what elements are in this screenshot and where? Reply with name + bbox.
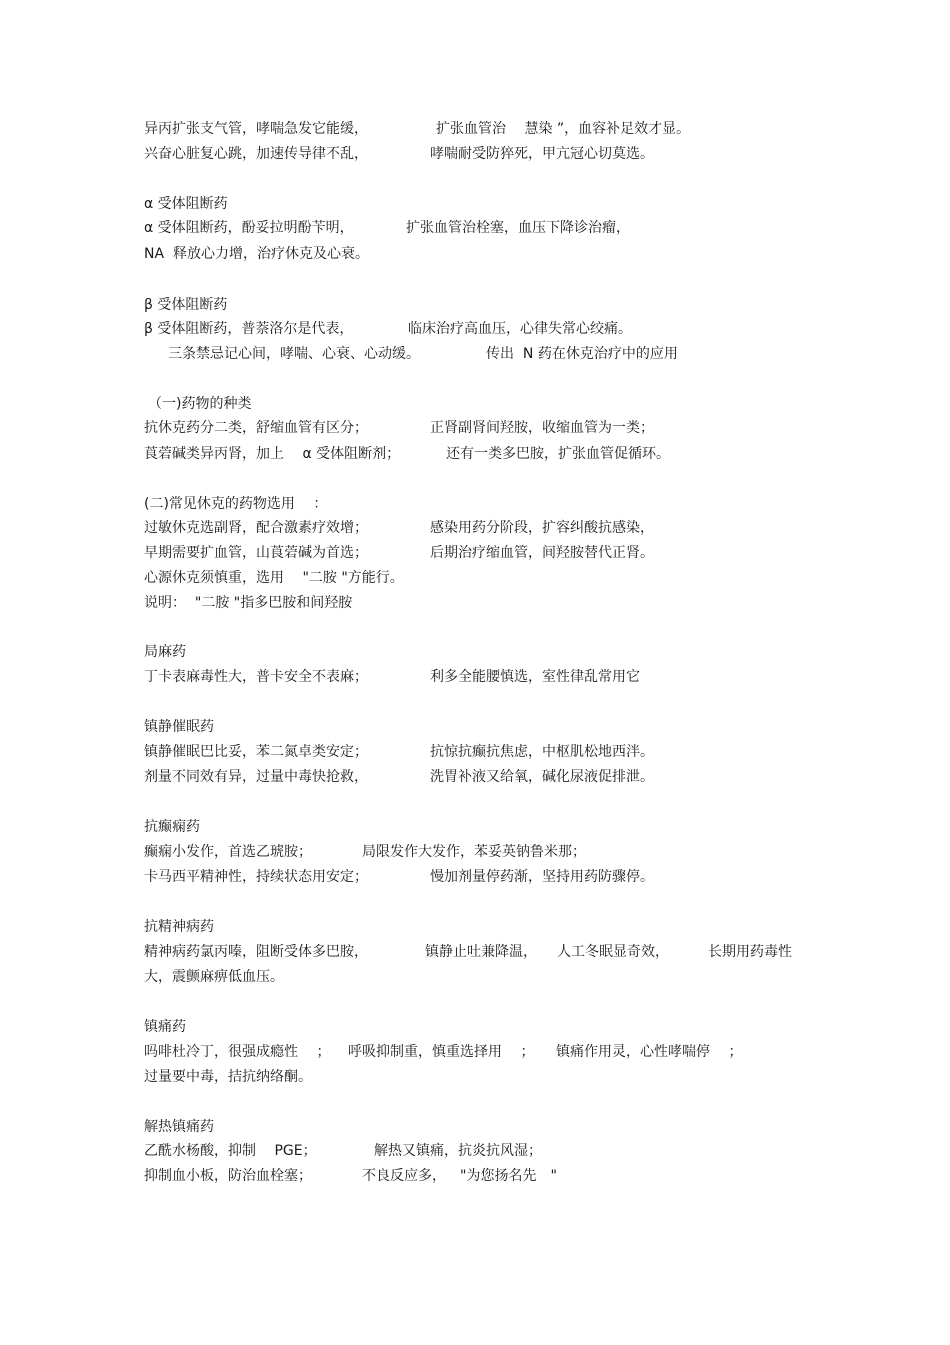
text-segment: 异丙扩张支气管，哮喘急发它能缓， — [144, 121, 368, 137]
text-segment: β 受体阻断药 — [144, 297, 228, 313]
text-segment: 长期用药毒性 — [708, 944, 792, 960]
text-segment: 不良反应多， — [362, 1168, 446, 1184]
text-segment: 镇痛药 — [144, 1019, 186, 1035]
text-segment: 过敏休克选副肾，配合激素疗效增； — [144, 520, 368, 536]
text-segment: 镇静催眠巴比妥，苯二氮卓类安定； — [144, 744, 368, 760]
text-segment: 扩张血管治 慧染 ”，血容补足效才显。 — [436, 121, 691, 137]
text-line — [144, 594, 353, 648]
text-segment: 局限发作大发作，苯妥英钠鲁米那； — [362, 844, 586, 860]
text-segment: 解热镇痛药 — [144, 1119, 214, 1135]
text-segment: 抗惊抗癫抗焦虑，中枢肌松地西泮。 — [430, 744, 654, 760]
text-segment: 抗休克药分二类，舒缩血管有区分； — [144, 420, 368, 436]
text-segment: 丁卡表麻毒性大，普卡安全不表麻； — [144, 669, 368, 685]
text-segment: 乙酰水杨酸，抑制 PGE； — [144, 1143, 317, 1159]
text-segment: 慢加剂量停药渐，坚持用药防骤停。 — [430, 869, 654, 885]
text-segment: 过量要中毒，拮抗纳络酮。 — [144, 1069, 312, 1085]
text-segment: 镇静止吐兼降温， — [425, 944, 537, 960]
text-segment: 三条禁忌记心间，哮喘、心衰、心动缓。 — [168, 346, 420, 362]
text-segment: 大，震颤麻痹低血压。 — [144, 969, 284, 985]
text-segment: 心源休克须慎重，选用 "二胺 "方能行。 — [144, 570, 404, 586]
text-segment: 癫痫小发作，首选乙琥胺； — [144, 844, 312, 860]
text-segment: 感染用药分阶段，扩容纠酸抗感染， — [430, 520, 654, 536]
text-segment: 扩张血管治栓塞，血压下降诊治瘤， — [406, 220, 630, 236]
text-segment: 呼吸抑制重，慎重选择用 ； — [348, 1044, 535, 1060]
text-line — [144, 1068, 312, 1122]
text-line — [144, 968, 284, 1022]
text-segment: (二)常见休克的药物选用 ： — [144, 496, 328, 512]
text-segment: 卡马西平精神性，持续状态用安定； — [144, 869, 368, 885]
text-segment: 吗啡杜冷丁，很强成瘾性 ； — [144, 1044, 331, 1060]
text-segment: 洗胃补液又给氧，碱化尿液促排泄。 — [430, 769, 654, 785]
text-segment: 解热又镇痛，抗炎抗风湿； — [374, 1143, 542, 1159]
text-segment: 传出 N 药在休克治疗中的应用 — [486, 346, 678, 362]
text-segment: 利多全能腰慎选，室性律乱常用它 — [430, 669, 640, 685]
text-segment: β 受体阻断药，普萘洛尔是代表， — [144, 321, 354, 337]
text-segment: （一)药物的种类 — [148, 396, 252, 412]
text-segment: α 受体阻断药，酚妥拉明酚苄明， — [144, 220, 354, 236]
text-segment: 剂量不同效有异，过量中毒快抢救， — [144, 769, 368, 785]
text-segment: 镇静催眠药 — [144, 719, 214, 735]
text-segment: 精神病药氯丙嗪，阻断受体多巴胺， — [144, 944, 368, 960]
text-segment: 还有一类多巴胺，扩张血管促循环。 — [446, 446, 670, 462]
text-segment: 抗癫痫药 — [144, 819, 200, 835]
text-line — [144, 1167, 557, 1257]
text-segment: "为您扬名先 " — [460, 1168, 557, 1184]
text-segment: 镇痛作用灵，心性哮喘停 ； — [556, 1044, 743, 1060]
text-segment: 莨菪碱类异丙肾，加上 α 受体阻断剂； — [144, 446, 401, 462]
text-segment: 人工冬眠显奇效， — [557, 944, 669, 960]
text-segment: 抑制血小板，防治血栓塞； — [144, 1168, 312, 1184]
text-segment: 抗精神病药 — [144, 919, 214, 935]
text-segment: 临床治疗高血压，心律失常心绞痛。 — [408, 321, 632, 337]
text-segment: 后期治疗缩血管，间羟胺替代正肾。 — [430, 545, 654, 561]
text-segment: 正肾副肾间羟胺，收缩血管为一类； — [430, 420, 654, 436]
text-segment: 早期需要扩血管，山莨菪碱为首选； — [144, 545, 368, 561]
text-segment: NA 释放心力增，治疗休克及心衰。 — [144, 246, 369, 262]
text-line — [144, 245, 369, 299]
text-segment: 哮喘耐受防猝死，甲亢冠心切莫选。 — [430, 146, 654, 162]
text-segment: 兴奋心脏复心跳，加速传导律不乱， — [144, 146, 368, 162]
text-segment: α 受体阻断药 — [144, 196, 228, 212]
text-segment: 局麻药 — [144, 644, 186, 660]
text-segment: 说明： "二胺 "指多巴胺和间羟胺 — [144, 595, 353, 611]
